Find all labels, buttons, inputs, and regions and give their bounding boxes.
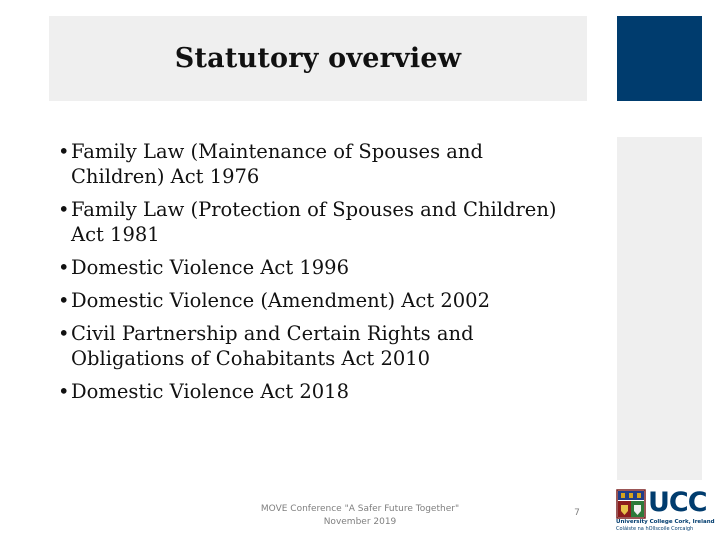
footer-date: November 2019 bbox=[323, 517, 397, 527]
logo-letters: UCC bbox=[648, 487, 707, 518]
bullet-text: Domestic Violence (Amendment) Act 2002 bbox=[71, 289, 490, 312]
footer-text bbox=[230, 503, 490, 529]
accent-square bbox=[617, 16, 702, 101]
slide-title: Statutory overview bbox=[174, 43, 462, 74]
logo-irish-name: Coláiste na hOllscoile Corcaigh bbox=[616, 526, 694, 532]
bullet-text: Civil Partnership and Certain Rights and bbox=[71, 322, 474, 345]
bullet-item bbox=[58, 288, 598, 313]
crest-icon bbox=[616, 489, 646, 519]
bullet-item bbox=[58, 255, 598, 280]
ucc-logo bbox=[614, 487, 715, 533]
bullet-dot-icon: • bbox=[58, 256, 70, 279]
bullet-dot-icon: • bbox=[58, 289, 70, 312]
page-number: 7 bbox=[574, 508, 580, 518]
bullet-text: Family Law (Maintenance of Spouses and bbox=[71, 140, 483, 163]
bullet-list bbox=[58, 139, 598, 412]
bullet-text: Domestic Violence Act 1996 bbox=[71, 256, 349, 279]
bullet-item bbox=[58, 197, 598, 247]
bullet-text: Family Law (Protection of Spouses and Children) bbox=[71, 198, 557, 221]
bullet-text-continued: Children) Act 1976 bbox=[71, 165, 260, 188]
bullet-text: Domestic Violence Act 2018 bbox=[71, 380, 349, 403]
bullet-item bbox=[58, 139, 598, 189]
bullet-dot-icon: • bbox=[58, 140, 70, 163]
bullet-dot-icon: • bbox=[58, 198, 70, 221]
bullet-item bbox=[58, 379, 598, 404]
title-box bbox=[49, 16, 587, 101]
logo-university-name: University College Cork, Ireland bbox=[616, 519, 715, 525]
side-panel bbox=[617, 137, 702, 480]
bullet-dot-icon: • bbox=[58, 380, 70, 403]
bullet-text-continued: Act 1981 bbox=[71, 223, 160, 246]
bullet-text-continued: Obligations of Cohabitants Act 2010 bbox=[71, 347, 431, 370]
footer-conference: MOVE Conference "A Safer Future Together" bbox=[260, 504, 460, 514]
bullet-item bbox=[58, 321, 598, 371]
bullet-dot-icon: • bbox=[58, 322, 70, 345]
